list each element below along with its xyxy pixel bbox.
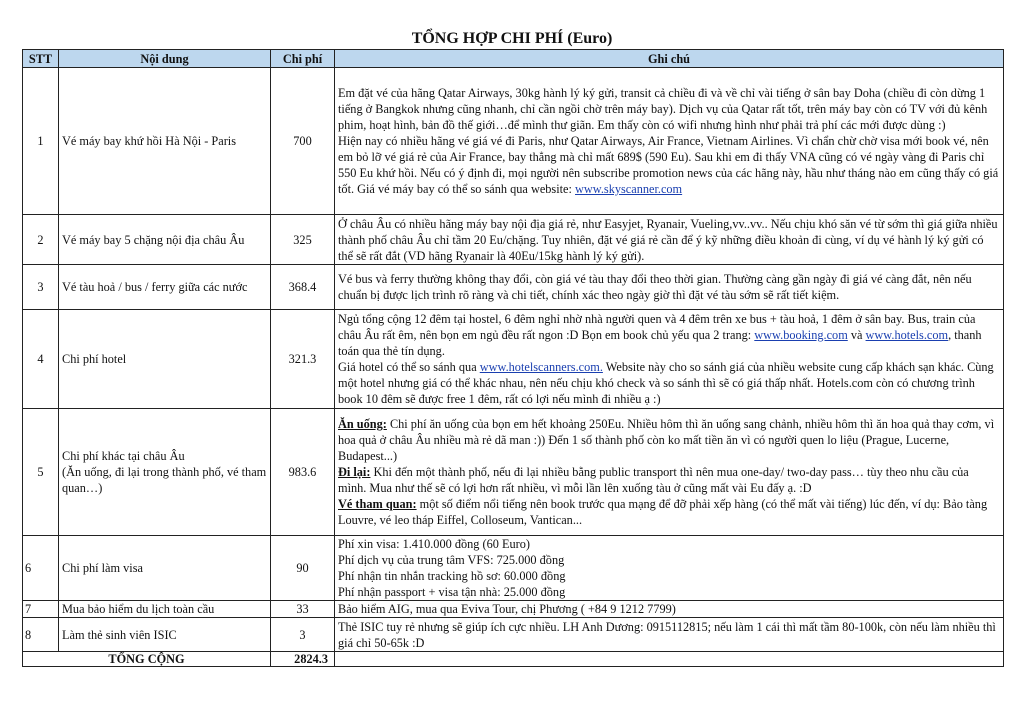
food-label: Ăn uống:: [338, 417, 387, 431]
row-stt: 3: [23, 265, 59, 310]
row-content: Chi phí hotel: [59, 310, 271, 409]
note-paragraph: [338, 496, 1000, 528]
table-row: [23, 310, 1004, 409]
travel-label: Đi lại:: [338, 465, 371, 479]
total-note: [335, 652, 1004, 667]
note-text: một số điểm nổi tiếng nên book trước qua mạng để đỡ phải xếp hàng (có thể mất vài tiếng) lúc đến, ví dụ: Bảo tàng Louvre, vé leo tháp Eiffel, Colloseum, Vantican...: [338, 497, 988, 527]
booking-link[interactable]: www.booking.com: [754, 328, 848, 342]
row-content: Vé máy bay 5 chặng nội địa châu Âu: [59, 215, 271, 265]
note-text: Hiện nay có nhiều hãng vé giá vé đi Paris, như Qatar Airways, Air France, Vietnam Airlines. Vì chẩn chừ chờ visa mới book vé, nên em bỏ lỡ vé giá rẻ của Air France, bay thẳng mà chỉ mất 689$ (590 Eu). Sau khi em đi thấy VNA cũng có vé ngày vàng đi Paris chỉ 550 Eu khứ hồi. Nếu có ý định đi, mọi người nên subscribe promotion news của các hãng này, hầu như tháng nào em cũng thấy có giá tốt. Giá vé máy bay có thể so sánh qua website:: [338, 134, 999, 196]
note-text: Ngủ tổng cộng 12 đêm tại hostel, 6 đêm nghỉ nhờ nhà người quen và 4 đêm trên xe bus + tàu hoả, 1 đêm ở sân bay. Bus, train của châu Âu rất êm, nên bọn em ngủ đều rất ngon :D Bọn em book chủ yếu qua 2 trang:: [338, 312, 976, 342]
note-paragraph: Em đặt vé của hãng Qatar Airways, 30kg hành lý ký gửi, transit cả chiều đi và về chỉ vài tiếng ở sân bay Doha (chiều đi còn dừng 1 tiếng ở Bangkok nhưng cũng nhanh, chỉ cần ngồi chờ trên máy bay). Dịch vụ của Qatar rất tốt, trên máy bay còn có TV với đủ kênh phim, hoạt hình, bản đồ thế giới…để mình thư giãn. Em thấy còn có wifi nhưng hình như phải trả phí các mới được dùng :): [338, 86, 988, 132]
row-cost: 368.4: [271, 265, 335, 310]
expense-table: [22, 49, 1004, 667]
note-paragraph: [338, 133, 1000, 197]
row-cost: 700: [271, 68, 335, 215]
note-paragraph: [338, 311, 1000, 359]
row-content-detail: (Ăn uống, đi lại trong thành phố, vé tham quan…): [62, 465, 267, 495]
table-row: [23, 601, 1004, 618]
table-row: [23, 265, 1004, 310]
header-stt: STT: [23, 50, 59, 68]
note-line: Phí xin visa: 1.410.000 đồng (60 Euro): [338, 537, 530, 551]
table-row: [23, 68, 1004, 215]
row-note: [335, 68, 1004, 215]
row-stt: 2: [23, 215, 59, 265]
skyscanner-link[interactable]: www.skyscanner.com: [575, 182, 683, 196]
row-cost: 33: [271, 601, 335, 618]
row-cost: 325: [271, 215, 335, 265]
row-note: Ở châu Âu có nhiều hãng máy bay nội địa giá rẻ, như Easyjet, Ryanair, Vueling,vv..vv.. Nếu chịu khó săn vé từ sớm thì giá giữa nhiều thành phố châu Âu chỉ tầm 20 Eu/chặng. Tuy nhiên, đặt vé giá rẻ cần để ý kỹ những điều khoản đi cùng, ví dụ vé hành lý ký gửi có thể sẽ rất đắt (VD hãng Ryanair là 40Eu/15kg hành lý ký gửi).: [335, 215, 1004, 265]
row-content: Vé tàu hoả / bus / ferry giữa các nước: [59, 265, 271, 310]
note-paragraph: [338, 416, 1000, 464]
note-line: Phí nhận passport + visa tận nhà: 25.000 đồng: [338, 585, 566, 599]
row-content: Làm thẻ sinh viên ISIC: [59, 618, 271, 652]
total-row: [23, 652, 1004, 667]
row-note: [335, 310, 1004, 409]
table-row: [23, 536, 1004, 601]
row-stt: 7: [23, 601, 59, 618]
header-note: Ghi chú: [335, 50, 1004, 68]
page-title: TỔNG HỢP CHI PHÍ (Euro): [411, 30, 613, 47]
row-note: Vé bus và ferry thường không thay đổi, còn giá vé tàu thay đổi theo thời gian. Thường càng gần ngày đi giá vé càng đắt, nên nếu chuẩn bị được lịch trình rõ ràng và chi tiết, chính xác theo ngày giờ thì đặt vé tàu sớm sẽ rất tiết kiệm.: [335, 265, 1004, 310]
note-text: Website này cho so sánh giá của nhiều website cung cấp khách sạn khác. Cùng một hotel nhưng giá có thể khác nhau, nên nếu chịu khó check và so sánh thì sẽ có giá thấp nhất. Hotels.com còn có chương trình book 10 đêm sẽ được free 1 đêm, rất có lợi nếu mình đi nhiều ạ :): [338, 360, 994, 406]
note-line: Phí dịch vụ của trung tâm VFS: 725.000 đồng: [338, 553, 565, 567]
row-note: [335, 536, 1004, 601]
note-line: Phí nhận tin nhắn tracking hồ sơ: 60.000 đồng: [338, 569, 566, 583]
row-stt: 4: [23, 310, 59, 409]
header-cost: Chi phí: [271, 50, 335, 68]
row-content: Vé máy bay khứ hồi Hà Nội - Paris: [59, 68, 271, 215]
header-content: Nội dung: [59, 50, 271, 68]
table-row: [23, 409, 1004, 536]
row-stt: 6: [23, 536, 59, 601]
note-text: và: [847, 328, 866, 342]
row-content: Chi phí làm visa: [59, 536, 271, 601]
row-content: [59, 409, 271, 536]
row-stt: 5: [23, 409, 59, 536]
row-note: [335, 409, 1004, 536]
note-text: Giá hotel có thể so sánh qua: [338, 360, 480, 374]
table-row: [23, 618, 1004, 652]
ticket-label: Vé tham quan:: [338, 497, 417, 511]
note-text: Khi đến một thành phố, nếu đi lại nhiều bằng public transport thì nên mua one-day/ two-day pass… tùy theo nhu cầu của mình. Mua như thế sẽ có lợi hơn rất nhiều, vì mỗi lần lên xuống tàu ở cũng mất vài Eu đấy ạ. :D: [338, 465, 969, 495]
note-paragraph: [338, 359, 1000, 407]
total-value: 2824.3: [271, 652, 335, 667]
note-text: Chi phí ăn uống của bọn em hết khoảng 250Eu. Nhiều hôm thì ăn uống sang chảnh, nhiều hôm thì ăn hoa quả thay cơm, vì hoa quả ở châu Âu nhiều mà rẻ dã man :)) Đến 1 số thành phố còn ko mất tiền ăn vì có người quen lo liệu (Prague, Lucerne, Budapest...): [338, 417, 995, 463]
row-content-title: Chi phí khác tại châu Âu: [62, 449, 185, 463]
note-text: , thanh toán qua thẻ tín dụng.: [338, 328, 982, 358]
row-stt: 1: [23, 68, 59, 215]
total-label: TỔNG CỘNG: [23, 652, 271, 667]
note-paragraph: [338, 464, 1000, 496]
row-note: Thẻ ISIC tuy rẻ nhưng sẽ giúp ích cực nhiều. LH Anh Dương: 0915112815; nếu làm 1 cái thì mất tầm 80-100k, còn nếu làm nhiều thì giá chỉ 50-65k :D: [335, 618, 1004, 652]
hotelscanners-link[interactable]: www.hotelscanners.com.: [479, 360, 603, 374]
row-cost: 3: [271, 618, 335, 652]
hotels-link[interactable]: www.hotels.com: [865, 328, 949, 342]
row-cost: 90: [271, 536, 335, 601]
row-stt: 8: [23, 618, 59, 652]
row-cost: 983.6: [271, 409, 335, 536]
row-cost: 321.3: [271, 310, 335, 409]
table-header-row: [23, 50, 1004, 68]
row-note: Bảo hiểm AIG, mua qua Eviva Tour, chị Phương ( +84 9 1212 7799): [335, 601, 1004, 618]
table-row: [23, 215, 1004, 265]
row-content: Mua bảo hiểm du lịch toàn cầu: [59, 601, 271, 618]
